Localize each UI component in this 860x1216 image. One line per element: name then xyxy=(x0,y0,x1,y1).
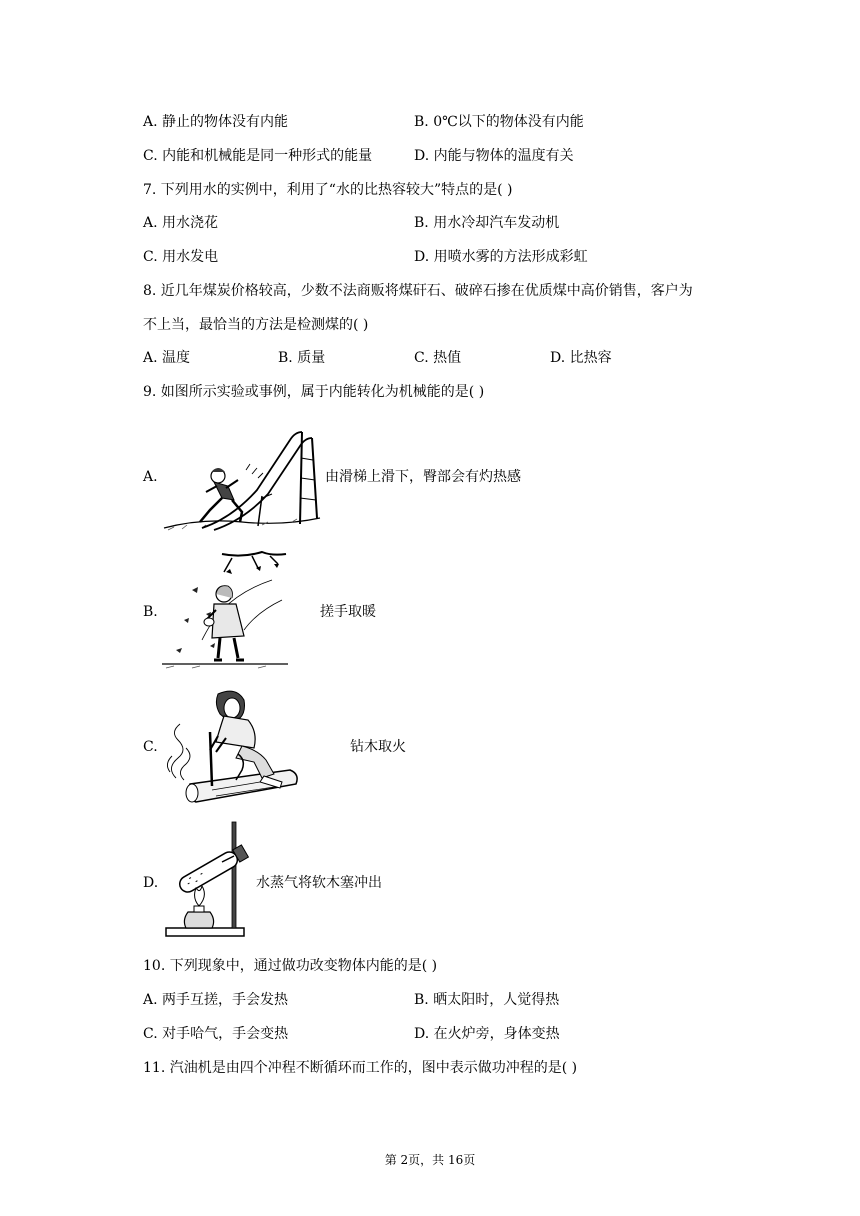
q9-option-b-caption: 搓手取暖 xyxy=(320,604,376,620)
page-footer: 第 2页，共 16页 xyxy=(384,1153,476,1167)
q7-option-a: A. 用水浇花 xyxy=(143,215,219,231)
q9-option-c-caption: 钻木取火 xyxy=(350,739,406,755)
slide-illustration xyxy=(162,418,322,534)
q7-option-c: C. 用水发电 xyxy=(143,249,219,265)
q7-stem: 7. 下列用水的实例中，利用了“水的比热容较大”特点的是( ) xyxy=(143,182,513,198)
q9-option-a-letter: A. xyxy=(143,469,158,485)
q10-option-d: D. 在火炉旁，身体变热 xyxy=(414,1026,560,1042)
test-tube-cork-illustration xyxy=(162,820,252,942)
q10-stem: 10. 下列现象中，通过做功改变物体内能的是( ) xyxy=(143,958,438,974)
q9-option-c-letter: C. xyxy=(143,739,158,755)
q6-option-c: C. 内能和机械能是同一种形式的能量 xyxy=(143,148,373,164)
q8-stem-line2: 不上当，最恰当的方法是检测煤的( ) xyxy=(143,317,369,333)
q8-option-c: C. 热值 xyxy=(414,350,462,366)
q8-stem-line1: 8. 近几年煤炭价格较高，少数不法商贩将煤矸石、破碎石掺在优质煤中高价销售，客户为 xyxy=(143,283,693,299)
q9-option-b-letter: B. xyxy=(143,604,158,620)
q7-option-b: B. 用水冷却汽车发动机 xyxy=(414,215,560,231)
rubbing-hands-illustration xyxy=(162,550,288,670)
q10-option-b: B. 晒太阳时，人觉得热 xyxy=(414,992,560,1008)
q8-option-a: A. 温度 xyxy=(143,350,191,366)
q10-option-a: A. 两手互搓，手会发热 xyxy=(143,992,289,1008)
q6-option-a: A. 静止的物体没有内能 xyxy=(143,114,289,130)
q6-option-b: B. 0℃以下的物体没有内能 xyxy=(414,114,584,130)
q6-option-d: D. 内能与物体的温度有关 xyxy=(414,148,574,164)
q9-stem: 9. 如图所示实验或事例，属于内能转化为机械能的是( ) xyxy=(143,384,485,400)
q8-option-b: B. 质量 xyxy=(278,350,326,366)
q9-option-d-letter: D. xyxy=(143,875,159,891)
drilling-wood-fire-illustration xyxy=(162,688,302,810)
q9-option-a-caption: 由滑梯上滑下，臀部会有灼热感 xyxy=(325,469,521,485)
q7-option-d: D. 用喷水雾的方法形成彩虹 xyxy=(414,249,588,265)
q10-option-c: C. 对手哈气，手会变热 xyxy=(143,1026,289,1042)
q9-option-d-caption: 水蒸气将软木塞冲出 xyxy=(256,875,382,891)
q8-option-d: D. 比热容 xyxy=(550,350,612,366)
q11-stem: 11. 汽油机是由四个冲程不断循环而工作的，图中表示做功冲程的是( ) xyxy=(143,1060,578,1076)
